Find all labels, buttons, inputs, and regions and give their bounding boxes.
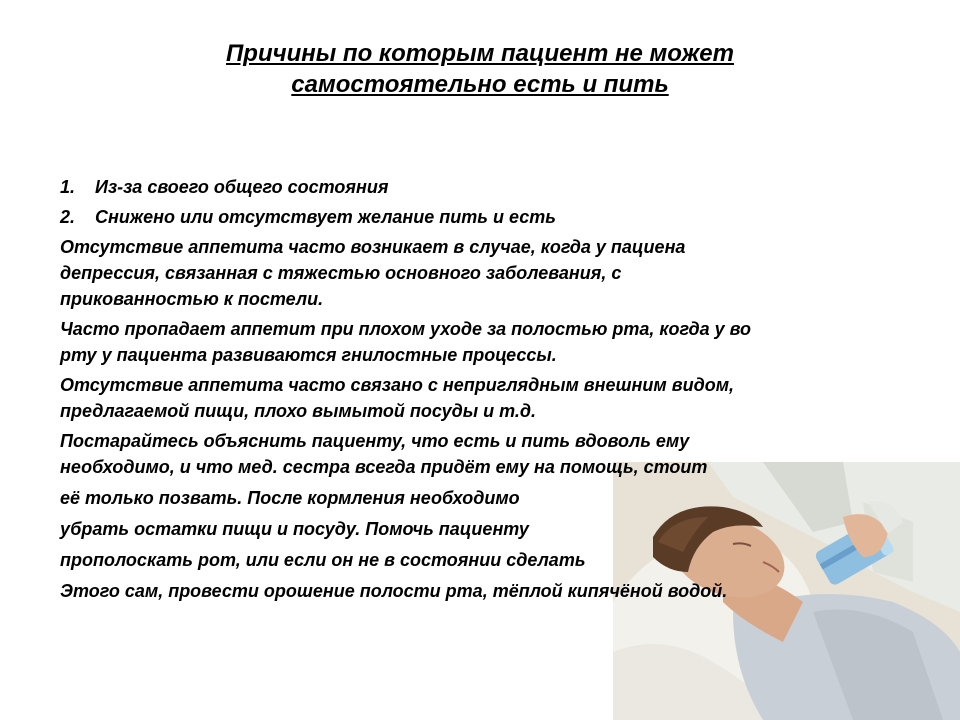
paragraph-oral-care — [60, 316, 900, 368]
list-item — [60, 204, 900, 230]
paragraph-line: её только позвать. После кормления необходимо — [60, 488, 520, 508]
paragraph-line: необходимо, и что мед. сестра всегда придёт ему на помощь, стоит — [60, 457, 708, 477]
paragraph-line: предлагаемой пищи, плохо вымытой посуды и т.д. — [60, 401, 536, 421]
list-text: Снижено или отсутствует желание пить и есть — [95, 207, 556, 227]
paragraph-line: депрессия, связанная с тяжестью основного заболевания, с — [60, 263, 622, 283]
slide-title-line-1: Причины по которым пациент не может — [226, 40, 734, 67]
paragraph-line: Этого сам, провести орошение полости рта, тёплой кипячёной водой. — [60, 581, 728, 601]
paragraph-explain-patient — [60, 428, 900, 480]
list-number: 1. — [60, 177, 76, 197]
paragraph-appetite-depression — [60, 234, 900, 312]
paragraph-line: Часто пропадает аппетит при плохом уходе за полостью рта, когда у во — [60, 319, 752, 339]
paragraph-line: Постарайтесь объяснить пациенту, что есть и пить вдоволь ему — [60, 431, 690, 451]
paragraph-food-appearance — [60, 372, 900, 424]
slide-body — [60, 174, 900, 604]
slide-title — [0, 38, 960, 100]
paragraph-line: Отсутствие аппетита часто связано с неприглядным внешним видом, — [60, 375, 735, 395]
list-text: Из-за своего общего состояния — [95, 177, 389, 197]
paragraph-line: прикованностью к постели. — [60, 289, 324, 309]
paragraph-continuation — [60, 485, 900, 604]
list-number: 2. — [60, 207, 76, 227]
paragraph-line: убрать остатки пищи и посуду. Помочь пациенту — [60, 519, 529, 539]
list-item — [60, 174, 900, 200]
paragraph-line: Отсутствие аппетита часто возникает в случае, когда у пациена — [60, 237, 686, 257]
paragraph-line: прополоскать рот, или если он не в состоянии сделать — [60, 550, 586, 570]
slide-title-line-2: самостоятельно есть и пить — [291, 71, 669, 98]
paragraph-line: рту у пациента развиваются гнилостные процессы. — [60, 345, 557, 365]
